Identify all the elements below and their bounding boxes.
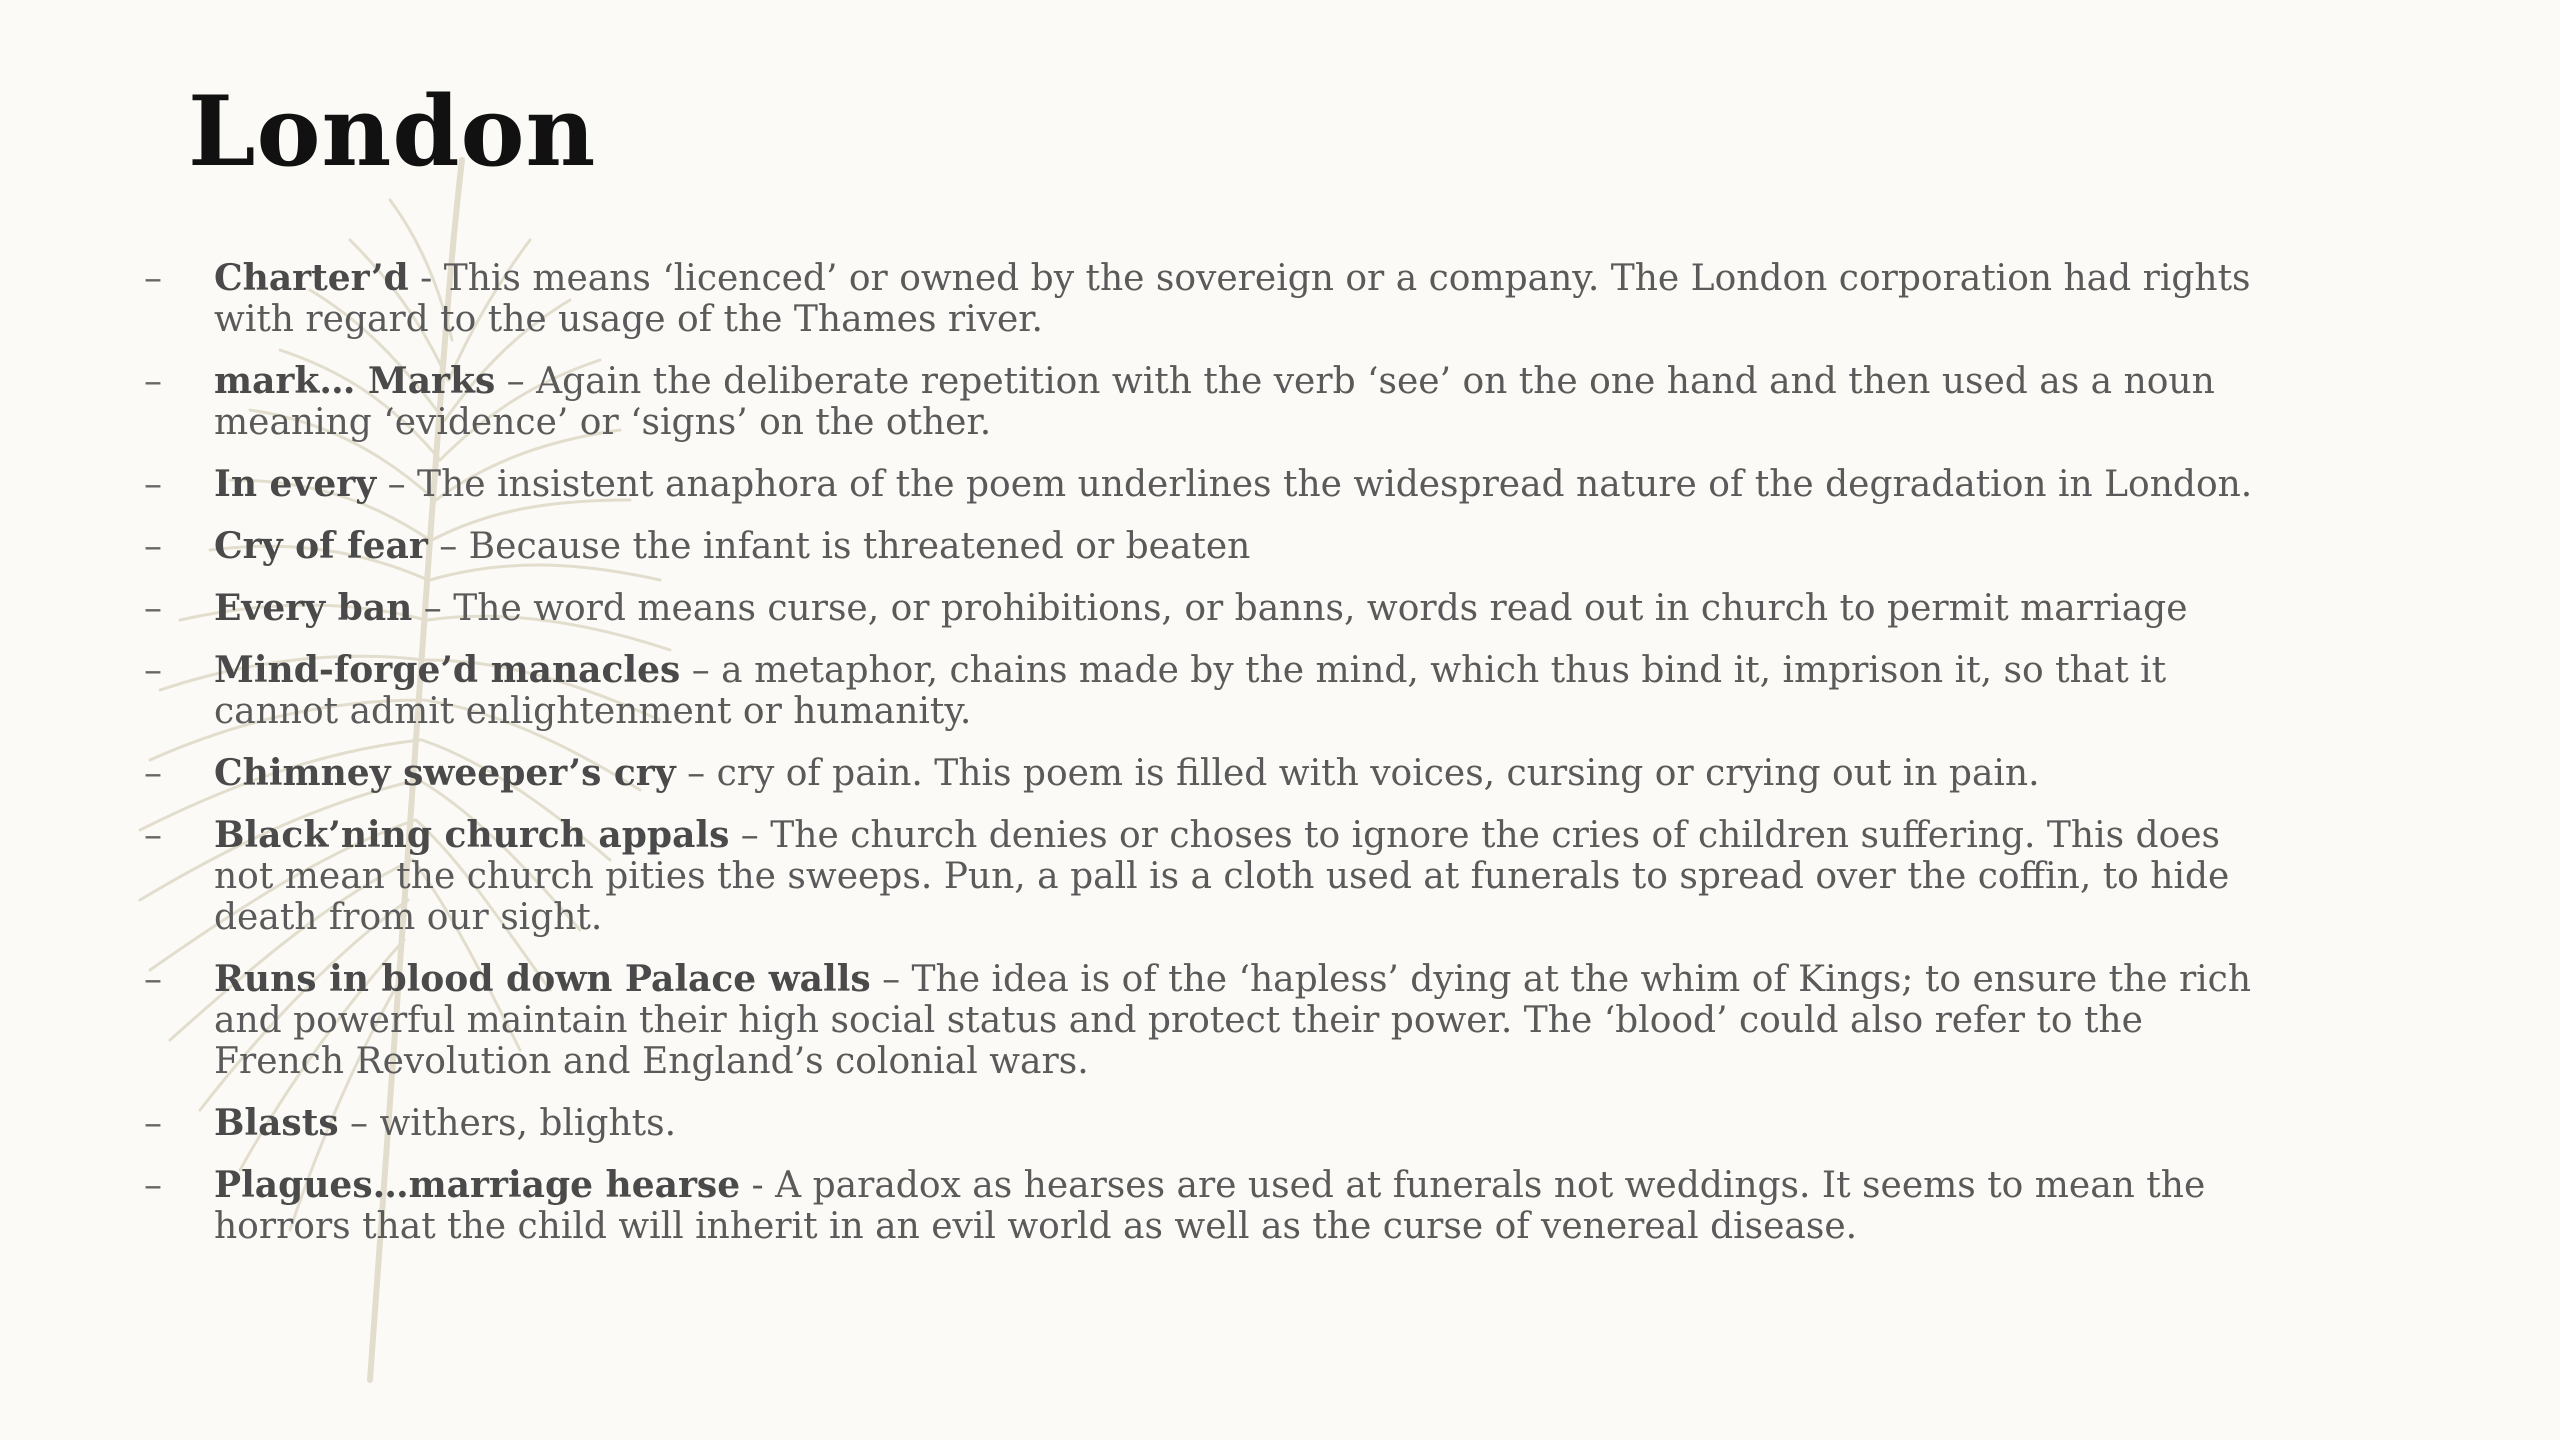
note-text: – The idea is of the ‘hapless’ dying at the whim of Kings; to ensure the rich and powerful maintain their high social status and protect their power. The ‘blood’ could also refer to the French Revolution and England’s colonial wars.	[214, 959, 2252, 1082]
bullet-dash: –	[144, 650, 162, 691]
bullet-dash: –	[144, 1103, 162, 1144]
list-item	[140, 258, 2270, 340]
bullet-dash: –	[144, 588, 162, 629]
note-text: – Again the deliberate repetition with the verb ‘see’ on the one hand and then used as a noun meaning ‘evidence’ or ‘signs’ on the other.	[214, 361, 2215, 443]
bullet-dash: –	[144, 753, 162, 794]
note-term: Charter’d	[214, 257, 409, 299]
list-item	[140, 1165, 2270, 1247]
bullet-dash: –	[144, 361, 162, 402]
annotation-list	[140, 258, 2270, 1268]
list-item	[140, 1103, 2270, 1144]
note-text: - A paradox as hearses are used at funerals not weddings. It seems to mean the horrors that the child will inherit in an evil world as well as the curse of venereal disease.	[214, 1165, 2206, 1247]
note-term: In every	[214, 463, 377, 505]
bullet-dash: –	[144, 1165, 162, 1206]
list-item	[140, 464, 2270, 505]
bullet-dash: –	[144, 959, 162, 1000]
note-text: – The insistent anaphora of the poem underlines the widespread nature of the degradation in London.	[376, 464, 2253, 505]
note-term: Blasts	[214, 1102, 339, 1144]
list-item	[140, 959, 2270, 1082]
list-item	[140, 361, 2270, 443]
note-term: Cry of fear	[214, 525, 428, 567]
note-term: Chimney sweeper’s cry	[214, 752, 676, 794]
note-text: - This means ‘licenced’ or owned by the sovereign or a company. The London corporation had rights with regard to the usage of the Thames river.	[214, 258, 2251, 340]
bullet-dash: –	[144, 815, 162, 856]
list-item	[140, 588, 2270, 629]
note-term: Mind-forge’d manacles	[214, 649, 681, 691]
note-text: – The word means curse, or prohibitions, or banns, words read out in church to permit marriage	[412, 588, 2188, 629]
note-term: Plagues…marriage hearse	[214, 1164, 741, 1206]
note-text: – withers, blights.	[338, 1103, 677, 1144]
note-text: – Because the infant is threatened or beaten	[427, 526, 1251, 567]
note-text: – The church denies or choses to ignore the cries of children suffering. This does not mean the church pities the sweeps. Pun, a pall is a cloth used at funerals to spread over the coffin, to hide death from our sight.	[214, 815, 2230, 938]
bullet-dash: –	[144, 526, 162, 567]
bullet-dash: –	[144, 464, 162, 505]
note-term: mark… Marks	[214, 360, 496, 402]
note-text: – cry of pain. This poem is filled with voices, cursing or crying out in pain.	[675, 753, 2040, 794]
list-item	[140, 526, 2270, 567]
bullet-dash: –	[144, 258, 162, 299]
list-item	[140, 650, 2270, 732]
slide-title: London	[188, 75, 597, 188]
note-term: Black’ning church appals	[214, 814, 730, 856]
note-term: Every ban	[214, 587, 413, 629]
list-item	[140, 815, 2270, 938]
note-term: Runs in blood down Palace walls	[214, 958, 871, 1000]
note-text: – a metaphor, chains made by the mind, which thus bind it, imprison it, so that it cannot admit enlightenment or humanity.	[214, 650, 2167, 732]
list-item	[140, 753, 2270, 794]
